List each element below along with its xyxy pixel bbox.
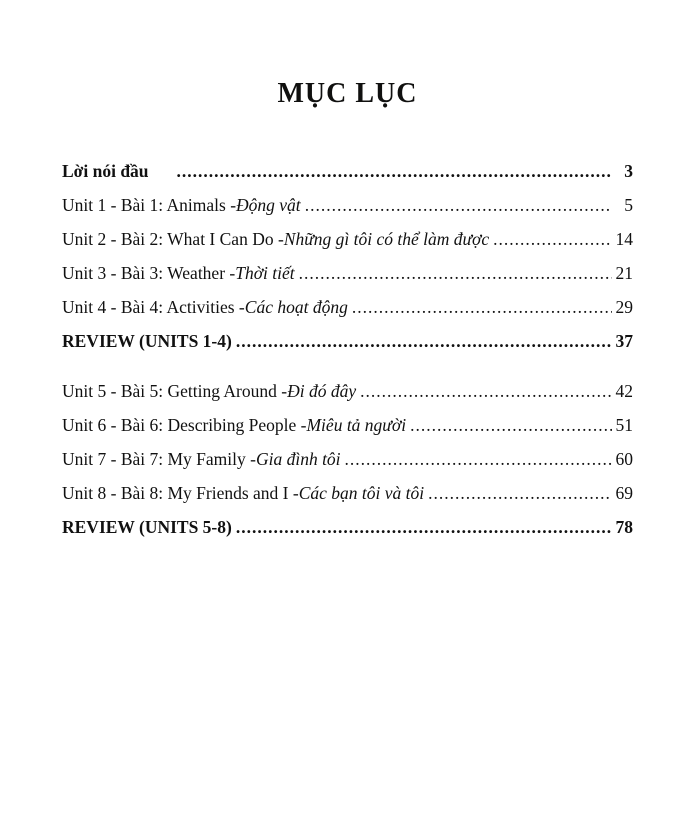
toc-entry-page-number: 29 bbox=[615, 297, 633, 317]
toc-entry bbox=[62, 442, 633, 476]
toc-entry bbox=[62, 408, 633, 442]
dot-leader bbox=[352, 290, 612, 324]
toc-entry-subtitle: Động vật bbox=[236, 195, 301, 215]
dot-leader bbox=[345, 442, 612, 476]
toc-entry bbox=[62, 290, 633, 324]
toc-list bbox=[62, 154, 633, 544]
toc-entry bbox=[62, 374, 633, 408]
toc-entry-subtitle: Đi đó đây bbox=[287, 381, 357, 401]
toc-entry-page-number: 21 bbox=[615, 263, 633, 283]
toc-entry-page-number: 60 bbox=[615, 449, 633, 469]
toc-entry-label: Lời nói đầu bbox=[62, 161, 149, 181]
toc-entry-subtitle: Gia đình tôi bbox=[255, 449, 341, 469]
toc-entry-subtitle: Những gì tôi có thể làm được bbox=[283, 229, 490, 249]
toc-entry bbox=[62, 222, 633, 256]
page-title: MỤC LỤC bbox=[277, 78, 418, 109]
toc-entry-label: Unit 8 - Bài 8: My Friends and I - bbox=[62, 483, 299, 503]
toc-entry bbox=[62, 256, 633, 290]
toc-entry-label: REVIEW (UNITS 1-4) bbox=[62, 331, 232, 351]
toc-entry-label: Unit 4 - Bài 4: Activities - bbox=[62, 297, 245, 317]
dot-leader bbox=[299, 256, 612, 290]
toc-entry-label: Unit 1 - Bài 1: Animals - bbox=[62, 195, 237, 215]
toc-entry-subtitle: Thời tiết bbox=[235, 263, 295, 283]
toc-entry bbox=[62, 188, 633, 222]
toc-entry-label: Unit 3 - Bài 3: Weather - bbox=[62, 263, 236, 283]
toc-entry-label: Unit 2 - Bài 2: What I Can Do - bbox=[62, 229, 284, 249]
toc-entry-page-number: 3 bbox=[624, 161, 633, 181]
toc-entry-page-number: 5 bbox=[624, 195, 633, 215]
toc-entry-subtitle: Miêu tả người bbox=[306, 415, 407, 435]
toc-entry-page-number: 78 bbox=[615, 517, 633, 537]
toc-entry-label: Unit 6 - Bài 6: Describing People - bbox=[62, 415, 307, 435]
toc-entry bbox=[62, 154, 633, 188]
toc-entry-page-number: 42 bbox=[615, 381, 633, 401]
toc-entry bbox=[62, 510, 633, 544]
toc-entry-subtitle: Các bạn tôi và tôi bbox=[298, 483, 425, 503]
toc-entry-subtitle: Các hoạt động bbox=[244, 297, 348, 317]
toc-entry bbox=[62, 324, 633, 358]
dot-leader bbox=[236, 324, 612, 358]
dot-leader bbox=[410, 408, 612, 442]
toc-entry-page-number: 14 bbox=[615, 229, 633, 249]
dot-leader bbox=[360, 374, 612, 408]
toc-entry bbox=[62, 476, 633, 510]
toc-entry-page-number: 51 bbox=[615, 415, 633, 435]
dot-leader bbox=[236, 510, 612, 544]
toc-entry-page-number: 69 bbox=[615, 483, 633, 503]
dot-leader bbox=[493, 222, 612, 256]
toc-entry-page-number: 37 bbox=[615, 331, 633, 351]
toc-entry-label: REVIEW (UNITS 5-8) bbox=[62, 517, 232, 537]
toc-entry-label: Unit 5 - Bài 5: Getting Around - bbox=[62, 381, 288, 401]
dot-leader bbox=[177, 154, 612, 188]
dot-leader bbox=[428, 476, 612, 510]
toc-entry-label: Unit 7 - Bài 7: My Family - bbox=[62, 449, 256, 469]
dot-leader bbox=[305, 188, 612, 222]
